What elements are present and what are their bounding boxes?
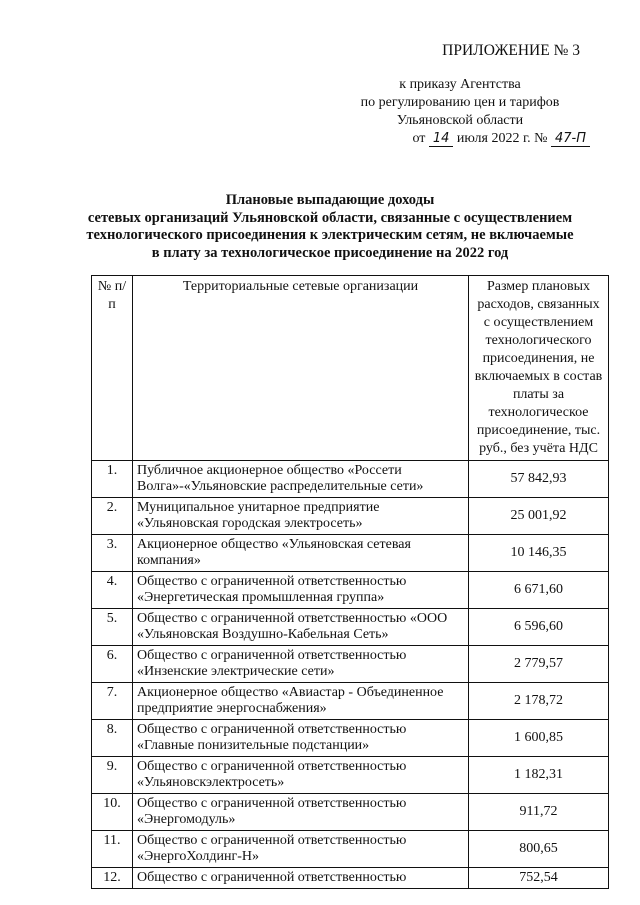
row-organization: Общество с ограниченной ответственностью «Главные понизительные подстанции» [133,720,469,757]
table-body [92,461,609,889]
row-organization: Общество с ограниченной ответственностью «Энергетическая промышленная группа» [133,572,469,609]
document-header [330,42,590,148]
row-amount: 2 178,72 [469,683,609,720]
header-line: к приказу Агентства [399,77,521,92]
row-number: 10. [92,794,133,831]
title-line: сетевых организаций Ульяновской области, связанные с осуществлением [87,209,573,226]
title-line: технологического присоединения к электрическим сетям, не включаемые [86,227,574,243]
row-number: 9. [92,757,133,794]
row-organization: Общество с ограниченной ответственностью «Энергомодуль» [133,794,469,831]
header-number: № п/п [92,276,133,461]
row-organization: Общество с ограниченной ответственностью «Инзенские электрические сети» [133,646,469,683]
row-amount: 25 001,92 [469,498,609,535]
title-line: в плату за технологическое присоединение на 2022 год [151,244,509,261]
table-row [92,461,609,498]
row-amount: 1 182,31 [469,757,609,794]
row-amount: 1 600,85 [469,720,609,757]
header-amount: Размер плановых расходов, связанных с осуществлением технологического присоединения, не включаемых в состав платы за технологическое присоединение, тыс. руб., без учёта НДС [469,276,609,461]
row-amount: 6 596,60 [469,609,609,646]
table-row [92,535,609,572]
table-row [92,609,609,646]
table-row [92,720,609,757]
row-amount: 2 779,57 [469,646,609,683]
row-organization: Общество с ограниченной ответственностью «ЭнергоХолдинг-Н» [133,831,469,868]
row-number: 12. [92,868,133,889]
order-number-handwritten: 47-П [551,131,590,147]
row-organization: Общество с ограниченной ответственностью «Ульяновскэлектросеть» [133,757,469,794]
row-amount: 800,65 [469,831,609,868]
date-prefix: от [412,131,426,146]
row-organization: Муниципальное унитарное предприятие «Ульяновская городская электросеть» [133,498,469,535]
table-row [92,572,609,609]
table-row [92,757,609,794]
table-row [92,868,609,889]
row-amount: 752,54 [469,868,609,889]
organizations-table [91,275,609,889]
appendix-label: ПРИЛОЖЕНИЕ № 3 [442,42,580,59]
document-title [70,192,590,262]
row-amount: 10 146,35 [469,535,609,572]
order-date-line [330,130,590,148]
date-middle: июля 2022 г. № [456,131,548,146]
row-amount: 6 671,60 [469,572,609,609]
row-number: 7. [92,683,133,720]
row-amount: 911,72 [469,794,609,831]
row-organization: Акционерное общество «Авиастар - Объединенное предприятие энергоснабжения» [133,683,469,720]
table-header-row [92,276,609,461]
table-row [92,683,609,720]
header-line: Ульяновской области [396,113,524,128]
row-number: 11. [92,831,133,868]
row-number: 8. [92,720,133,757]
date-day-handwritten: 14 [429,131,454,147]
table-row [92,831,609,868]
row-organization: Акционерное общество «Ульяновская сетевая компания» [133,535,469,572]
row-number: 2. [92,498,133,535]
row-organization: Публичное акционерное общество «Россети Волга»-«Ульяновские распределительные сети» [133,461,469,498]
table-row [92,794,609,831]
row-number: 4. [92,572,133,609]
row-organization: Общество с ограниченной ответственностью «ООО «Ульяновская Воздушно-Кабельная Сеть» [133,609,469,646]
row-number: 5. [92,609,133,646]
table-row [92,646,609,683]
header-organizations: Территориальные сетевые организации [133,276,469,461]
row-number: 3. [92,535,133,572]
row-number: 6. [92,646,133,683]
header-line: по регулированию цен и тарифов [360,95,560,110]
title-line: Плановые выпадающие доходы [225,192,435,208]
row-organization: Общество с ограниченной ответственностью [133,868,469,889]
row-amount: 57 842,93 [469,461,609,498]
table-row [92,498,609,535]
row-number: 1. [92,461,133,498]
